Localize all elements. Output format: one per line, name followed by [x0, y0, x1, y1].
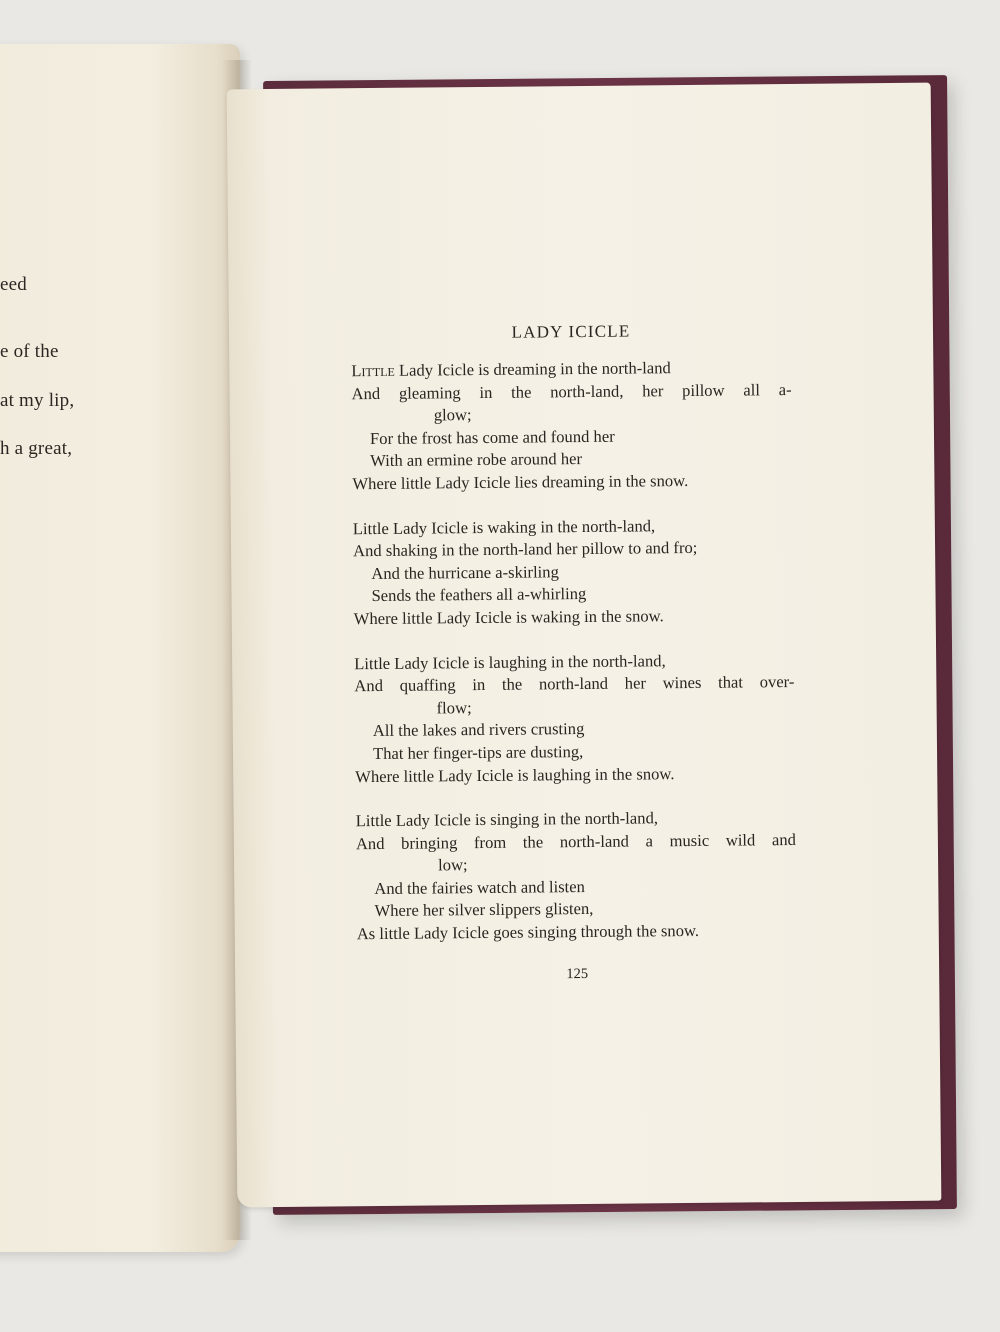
poem-line: And gleaming in the north-land, her pillow all a-: [351, 379, 792, 403]
poem-line: And the hurricane a-skirling: [371, 561, 559, 583]
left-page-line: h a great,: [0, 438, 73, 459]
poem-line: Little Lady Icicle is laughing in the north-land,: [354, 650, 666, 673]
stanza-4: [356, 806, 797, 946]
poem-line-text: Lady Icicle is dreaming in the north-land: [394, 358, 671, 380]
poem-line: flow;: [436, 697, 472, 718]
poem-line: And shaking in the north-land her pillow to and fro;: [352, 538, 698, 561]
left-page-line: at my lip,: [0, 390, 75, 411]
drop-word: Little: [351, 360, 395, 381]
poem-line: And the fairies watch and listen: [374, 876, 586, 898]
left-page: [0, 44, 240, 1252]
poem-line: Little Lady Icicle is waking in the north-land,: [352, 515, 656, 538]
stanza-3: [354, 649, 795, 789]
poem-line: And bringing from the north-land a music wild and: [355, 829, 796, 853]
poem-line: Where little Lady Icicle lies dreaming in the snow.: [352, 470, 689, 494]
poem-line: All the lakes and rivers crusting: [372, 719, 585, 741]
poem: [351, 320, 797, 985]
poem-line: Where little Lady Icicle is laughing in the snow.: [355, 763, 675, 786]
poem-line: glow;: [433, 405, 472, 425]
poem-line: Sends the feathers all a-whirling: [371, 584, 587, 606]
poem-line: With an ermine robe around her: [370, 449, 583, 471]
poem-line: low;: [438, 855, 468, 875]
poem-line: Little Lady Icicle is singing in the north-land,: [355, 808, 659, 831]
poem-title: LADY ICICLE: [511, 321, 631, 342]
page-number: 125: [566, 965, 589, 982]
poem-line: For the frost has come and found her: [369, 426, 615, 448]
right-page: [227, 83, 942, 1208]
poem-line: That her finger-tips are dusting,: [372, 741, 584, 763]
stanza-2: [353, 514, 794, 631]
poem-line: Where her silver slippers glisten,: [374, 899, 594, 921]
left-page-line: e of the: [0, 341, 59, 362]
stanza-1: [351, 356, 792, 496]
poem-line: And quaffing in the north-land her wines that over-: [354, 672, 795, 696]
poem-line: Where little Lady Icicle is waking in the snow.: [353, 606, 664, 629]
left-page-line: eed: [0, 274, 27, 295]
poem-line: As little Lady Icicle goes singing through the snow.: [356, 920, 700, 944]
